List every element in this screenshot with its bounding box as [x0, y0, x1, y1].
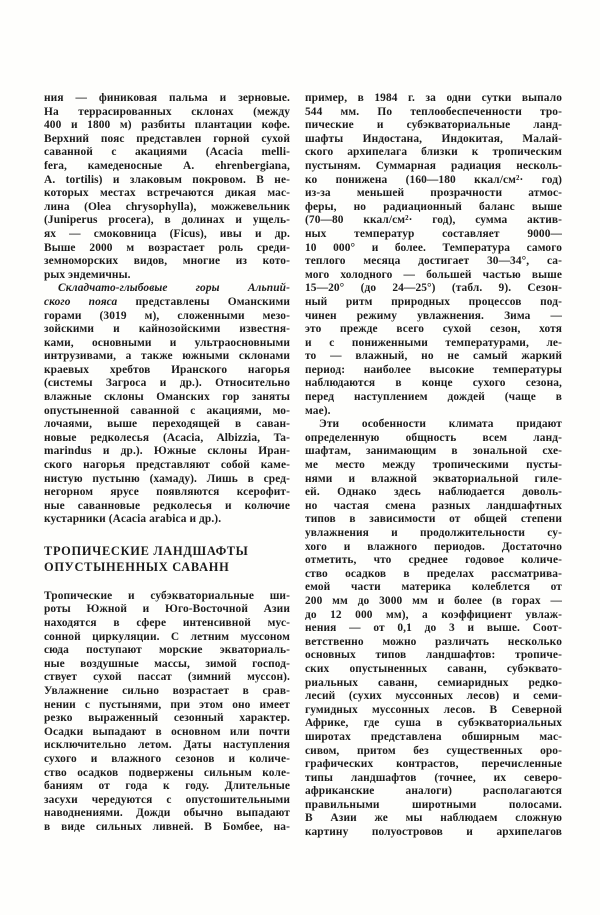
text-line: чинен режиму увлажнения. Зима —: [305, 309, 562, 322]
text-line: мого холодного — большей частью выше: [305, 268, 562, 281]
text-line: сонной циркуляции. С летним муссоном: [44, 630, 290, 643]
text-line: емой части материка колеблется от: [305, 581, 562, 594]
text-line: горами (3019 м), сложенными мезо-: [44, 309, 290, 322]
text-line: сивом, притом без существенных оро-: [305, 744, 562, 757]
text-line: (системы Загроса и др.). Относительно: [44, 377, 290, 390]
text-line: сухого и влажного сезонов и количе-: [44, 752, 290, 765]
text-line: Выше 2000 м возрастает роль среди-: [44, 241, 290, 254]
text-line: правильными широтными полосами.: [305, 798, 562, 811]
text-line: (70—80 ккал/см²· год), сумма актив-: [305, 214, 562, 227]
paragraph: [44, 590, 290, 835]
text-line: риальных саванн, семиаридных редко-: [305, 676, 562, 689]
paragraph: [44, 92, 290, 282]
text-line: рых эндемичны.: [44, 268, 131, 281]
text-line: Тропические и субэкваториальные ши-: [44, 589, 290, 602]
text-line: отметить, что среднее годовое количе-: [305, 554, 562, 567]
text-line: 400 и 1800 м) разбиты плантации кофе.: [44, 119, 290, 132]
text-line: пические и субэкваториальные ланд-: [305, 119, 562, 132]
heading-line: ТРОПИЧЕСКИЕ ЛАНДШАФТЫ: [44, 544, 249, 558]
text-line: ского архипелага близки к тропическим: [305, 146, 562, 159]
text-line: земноморских видов, многие из кото-: [44, 255, 290, 268]
text-line: то — влажный, но не самый жаркий: [305, 350, 562, 363]
text-line: нистую пустыню (хамаду). Лишь в сред-: [44, 472, 290, 485]
text-line: Увлажнение сильно возрастает в срав-: [44, 684, 290, 697]
text-line: 200 мм до 3000 мм и более (в горах —: [305, 594, 562, 607]
text-line: fera, камеденосные A. ehrenbergiana,: [44, 159, 290, 172]
text-line: 544 мм. По теплообеспеченности тро-: [305, 105, 562, 118]
heading-line: ОПУСТЫНЕННЫХ САВАНН: [44, 560, 230, 575]
text-line: ных температур составляет 9000—: [305, 227, 562, 240]
text-line: пустыням. Суммарная радиация несколь-: [305, 159, 562, 172]
text-line: определенную общность всем ланд-: [305, 431, 562, 444]
paragraph: [305, 418, 562, 839]
text-line: ные саванновые редколесья и колючие: [44, 499, 290, 512]
text-line: ко понижена (160—180 ккал/см²· год): [305, 173, 562, 186]
text-line: наводнениями. Дожди обычно выпадают: [44, 807, 290, 820]
text-line: до 12 000 мм), а коэффициент увлаж-: [305, 608, 562, 621]
text-line: (Juniperus procera), в долинах и ущель-: [44, 214, 290, 227]
text-line: основных типов ландшафтов: тропиче-: [305, 649, 562, 662]
right-column: [305, 92, 562, 840]
text-line: гумидных муссонных лесов. В Северной: [305, 703, 562, 716]
left-column: [44, 92, 290, 835]
text-line: типов в зависимости от общей степени: [305, 513, 562, 526]
text-line: ей. Однако здесь наблюдается доволь-: [305, 486, 562, 499]
text-line: перед наступлением дождей (чаще в: [305, 391, 562, 404]
text-line: ме место между тропическими пусты-: [305, 459, 562, 472]
text-line: 15—20° (до 24—25°) (табл. 9). Сезон-: [305, 282, 562, 295]
text-line: наблюдаются в конце сухого сезона,: [305, 377, 562, 390]
text-line: картину полуостровов и архипелагов: [305, 826, 562, 839]
text-line: африканские аналоги) располагаются: [305, 785, 562, 798]
text-line: сюда поступают морские экваториаль-: [44, 644, 290, 657]
text-line: кустарники (Acacia arabica и др.).: [44, 513, 222, 526]
text-line: В Азии же мы наблюдаем сложную: [305, 812, 562, 825]
text-line: увлажнения и продолжительности су-: [305, 527, 562, 539]
text-line: ях — смоковница (Ficus), ивы и др.: [44, 227, 290, 240]
text-line: шафтам, занимающим в зональной схе-: [305, 445, 562, 458]
text-line: феры, но радиационный баланс выше: [305, 200, 562, 213]
text-line: ство осадков в пределах рассматрива-: [305, 567, 562, 580]
text-line: краевых хребтов Иранского нагорья: [44, 363, 290, 376]
text-line: баниям от года к году. Длительные: [44, 780, 290, 793]
paragraph: [44, 282, 290, 527]
text-line: это прежде всего сухой сезон, хотя: [305, 323, 562, 336]
text-line: исключительно летом. Даты наступления: [44, 739, 290, 752]
text-line: ния — финиковая пальма и зерновые.: [44, 92, 290, 104]
text-line: которых местах встречаются дикая мас-: [44, 187, 290, 200]
text-line: На террасированных склонах (между: [44, 105, 290, 118]
text-line: шафты Индостана, Индокитая, Малай-: [305, 132, 562, 145]
text-line: ского нагорья представляют собой каме-: [44, 459, 290, 472]
text-line: лина (Olea chrysophylla), можжевельник: [44, 200, 290, 213]
text-line: ками, основными и ультраосновными: [44, 336, 290, 349]
text-line: теплого месяца достигает 30—34°, са-: [305, 255, 562, 268]
text-line: [44, 282, 290, 296]
text-line: влажные склоны Оманских гор заняты: [44, 391, 290, 404]
text-line: и с пониженными температурами, ле-: [305, 336, 562, 349]
text-line: роты Южной и Юго-Восточной Азии: [44, 603, 290, 616]
text-line: marindus и др.). Южные склоны Иран-: [44, 445, 290, 458]
text-line: Эти особенности климата придают: [319, 418, 562, 431]
text-line: типы ландшафтов (точнее, их северо-: [305, 771, 562, 784]
text-line: графических контрастов, перечисленные: [305, 758, 562, 771]
text-line: ные воздушные массы, зимой господ-: [44, 657, 290, 670]
text-line: лочаями, выше переходящей в саван-: [44, 418, 290, 431]
text-line: в виде сильных ливней. В Бомбее, на-: [44, 820, 290, 833]
section-heading: [44, 543, 290, 576]
text-line: негорном ярусе появляются ксерофит-: [44, 486, 290, 499]
text-line: ветственно можно различать несколько: [305, 635, 562, 648]
text-segment: представлены Оманскими: [117, 295, 290, 308]
text-line: ство осадков подвержены сильным коле-: [44, 766, 290, 779]
text-line: опустыненной саванной с акациями, мо-: [44, 404, 290, 417]
text-line: нения — от 0,1 до 3 и выше. Соот-: [305, 622, 562, 635]
text-line: хого и влажного периодов. Достаточно: [305, 540, 562, 553]
text-line: новые редколесья (Acacia, Albizzia, Ta-: [44, 431, 290, 444]
text-line: Африке, где суша в субэкваториальных: [305, 717, 562, 730]
text-line: период: наиболее высокие температуры: [305, 363, 562, 376]
text-line: находятся в сфере интенсивной мус-: [44, 617, 290, 629]
text-line: интрузивами, а также южными склонами: [44, 350, 290, 363]
italic-term: Складчато-глыбовые горы Альпий-: [58, 282, 290, 295]
text-line: засухи чередуются с опустошительными: [44, 793, 290, 806]
text-line: пример, в 1984 г. за одни сутки выпало: [305, 92, 562, 104]
text-line: ствует сухой пассат (зимний муссон).: [44, 671, 290, 684]
text-line: но частая смена разных ландшафтных: [305, 499, 562, 512]
text-line: саванной с акациями (Acacia melli-: [44, 146, 290, 159]
text-line: из-за меньшей прозрачности атмос-: [305, 187, 562, 200]
text-line: Осадки выпадают в основном или почти: [44, 725, 290, 738]
italic-term: ского пояса: [44, 295, 118, 308]
text-line: зойскими и кайнозойскими известня-: [44, 323, 290, 336]
text-line: A. tortilis) и злаковым покровом. В не-: [44, 173, 290, 186]
text-line: широтах представлена обширным мас-: [305, 730, 562, 743]
text-line: мае).: [305, 404, 331, 417]
text-line: Верхний пояс представлен горной сухой: [44, 132, 290, 145]
text-line: 10 000° и более. Температура самого: [305, 241, 562, 254]
text-line: лесий (сухих муссонных лесов) и семи-: [305, 690, 562, 703]
text-line: ный ритм природных процессов под-: [305, 295, 562, 308]
text-line: нении с пустынями, при этом оно имеет: [44, 698, 290, 711]
text-line: [44, 296, 290, 310]
paragraph: [305, 92, 562, 418]
text-line: резко выраженный сезонный характер.: [44, 712, 290, 725]
text-line: нями и влажной экваториальной гиле-: [305, 472, 562, 485]
text-line: ских опустыненных саванн, субэквато-: [305, 662, 562, 675]
